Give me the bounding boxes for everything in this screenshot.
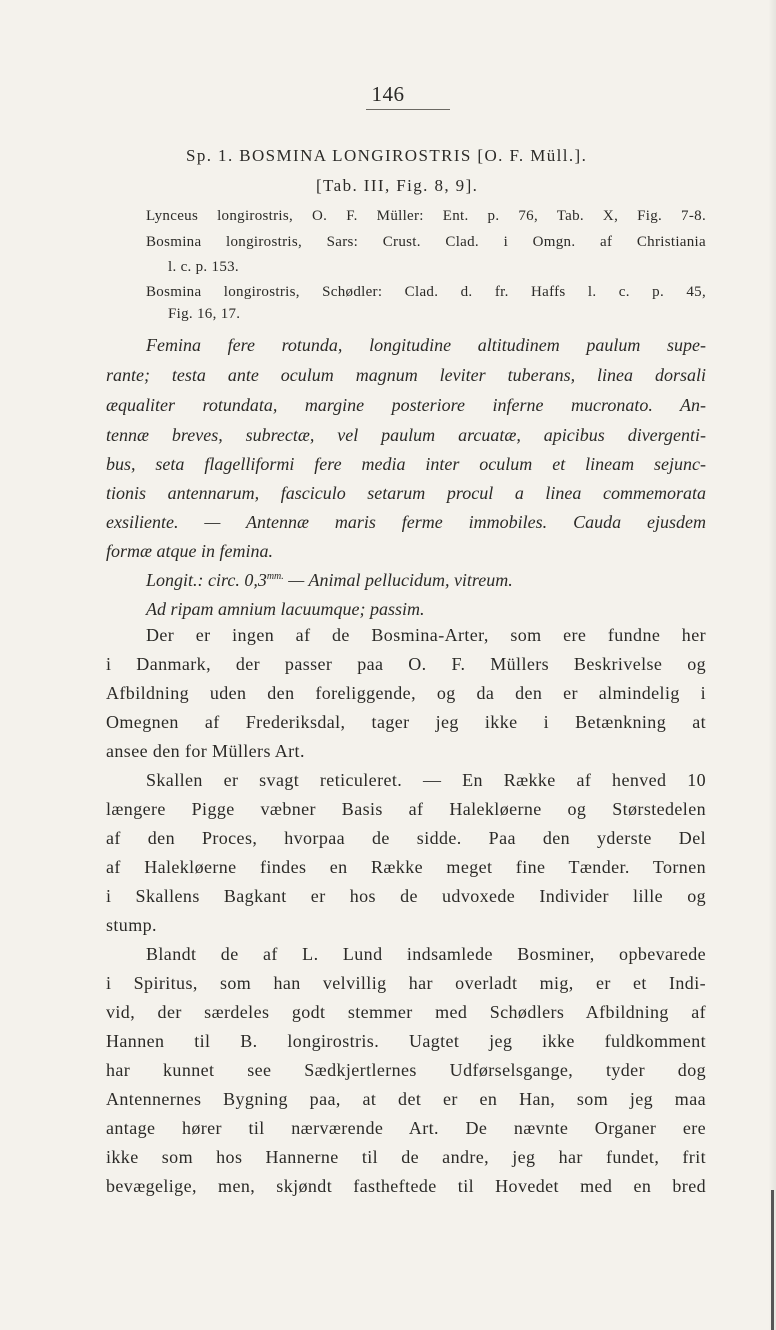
paragraph-line: antage hører til nærværende Art. De nævnte Organer ere — [106, 1118, 706, 1138]
latin-description-line: tennæ breves, subrectæ, vel paulum arcuatæ, apicibus divergenti- — [106, 425, 706, 445]
paragraph-line: af den Proces, hvorpaa de sidde. Paa den yderste Del — [106, 828, 706, 848]
habitat-line: Ad ripam amnium lacuumque; passim. — [146, 599, 425, 619]
paragraph-line: Blandt de af L. Lund indsamlede Bosminer, opbevarede — [146, 944, 706, 964]
measurement-line — [146, 571, 513, 589]
paragraph-line: i Spiritus, som han velvillig har overladt mig, er et Indi- — [106, 973, 706, 993]
synonym-line: Bosmina longirostris, Sars: Crust. Clad. i Omgn. af Christiania — [146, 234, 706, 250]
synonym-line: Bosmina longirostris, Schødler: Clad. d. fr. Haffs l. c. p. 45, — [146, 284, 706, 300]
paragraph-line: Skallen er svagt reticuleret. — En Række af henved 10 — [146, 770, 706, 790]
paragraph-line: vid, der særdeles godt stemmer med Schødlers Afbildning af — [106, 1002, 706, 1022]
synonym-line: Lynceus longirostris, O. F. Müller: Ent. p. 76, Tab. X, Fig. 7-8. — [146, 208, 706, 224]
paragraph-line: stump. — [106, 915, 157, 935]
species-heading: Sp. 1. BOSMINA LONGIROSTRIS [O. F. Müll.]. — [186, 146, 588, 165]
page-number-rule — [366, 109, 450, 110]
latin-description-line: bus, seta flagelliformi fere media inter oculum et lineam sejunc- — [106, 454, 706, 474]
paragraph-line: i Danmark, der passer paa O. F. Müllers Beskrivelse og — [106, 654, 706, 674]
paragraph-line: i Skallens Bagkant er hos de udvoxede Individer lille og — [106, 886, 706, 906]
species-plate-reference: [Tab. III, Fig. 8, 9]. — [316, 176, 479, 195]
measurement-suffix: — Animal pellucidum, vitreum. — [283, 570, 513, 590]
latin-description-line: Femina fere rotunda, longitudine altitudinem paulum supe- — [146, 335, 706, 355]
paragraph-line: har kunnet see Sædkjertlernes Udførselsgange, tyder dog — [106, 1060, 706, 1080]
paragraph-line: Omegnen af Frederiksdal, tager jeg ikke i Betænkning at — [106, 712, 706, 732]
page-edge-shadow — [768, 0, 776, 1330]
page-number: 146 — [371, 82, 405, 106]
synonym-line: Fig. 16, 17. — [168, 306, 241, 322]
paragraph-line: Der er ingen af de Bosmina-Arter, som ere fundne her — [146, 625, 706, 645]
paragraph-line: længere Pigge væbner Basis af Halekløerne og Størstedelen — [106, 799, 706, 819]
latin-description-line: tionis antennarum, fasciculo setarum procul a linea commemorata — [106, 483, 706, 503]
synonym-line: l. c. p. 153. — [168, 259, 239, 275]
measurement-prefix: Longit.: circ. 0,3 — [146, 570, 267, 590]
paragraph-line: Hannen til B. longirostris. Uagtet jeg ikke fuldkomment — [106, 1031, 706, 1051]
paragraph-line: Antennernes Bygning paa, at det er en Han, som jeg maa — [106, 1089, 706, 1109]
paragraph-line: af Halekløerne findes en Række meget fine Tænder. Tornen — [106, 857, 706, 877]
scan-edge-mark — [771, 1190, 774, 1330]
measurement-unit: mm. — [266, 571, 284, 582]
paragraph-line: ikke som hos Hannerne til de andre, jeg har fundet, frit — [106, 1147, 706, 1167]
latin-description-line: formæ atque in femina. — [106, 541, 273, 561]
latin-description-line: rante; testa ante oculum magnum leviter tuberans, linea dorsali — [106, 365, 706, 385]
paragraph-line: Afbildning uden den foreliggende, og da den er almindelig i — [106, 683, 706, 703]
paragraph-line: bevægelige, men, skjøndt fastheftede til Hovedet med en bred — [106, 1176, 706, 1196]
paragraph-line: ansee den for Müllers Art. — [106, 741, 305, 761]
latin-description-line: æqualiter rotundata, margine posteriore inferne mucronato. An- — [106, 395, 706, 415]
latin-description-line: exsiliente. — Antennæ maris ferme immobiles. Cauda ejusdem — [106, 512, 706, 532]
